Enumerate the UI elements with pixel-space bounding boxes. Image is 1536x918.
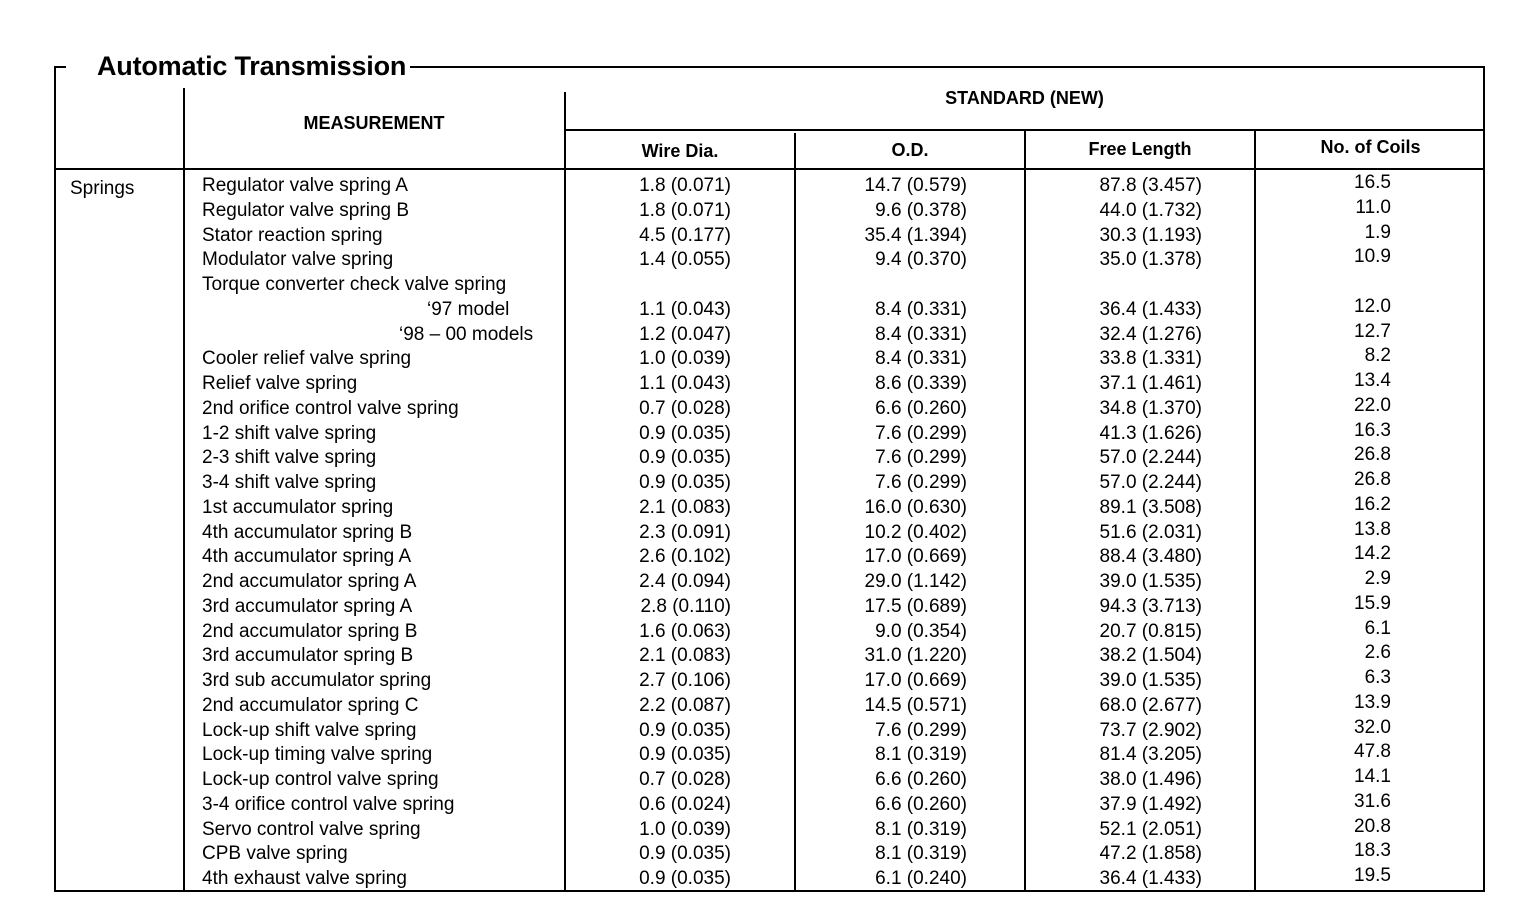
od-value: 7.6 (0.299) bbox=[875, 472, 967, 493]
od-value: 8.6 (0.339) bbox=[875, 373, 967, 394]
wire-dia-value: 0.9 (0.035) bbox=[639, 843, 731, 865]
wire-dia-value: 0.9 (0.035) bbox=[639, 472, 731, 493]
wire-dia-value: 2.2 (0.087) bbox=[639, 694, 731, 716]
od-value: 9.0 (0.354) bbox=[875, 620, 967, 642]
spring-name: 3rd sub accumulator spring bbox=[202, 670, 432, 691]
spring-name: CPB valve spring bbox=[202, 843, 348, 865]
spring-name: Torque converter check valve spring bbox=[202, 274, 507, 295]
free-length-value: 38.0 (1.496) bbox=[1099, 769, 1202, 790]
table-row bbox=[0, 592, 1536, 620]
wire-dia-value: 2.4 (0.094) bbox=[639, 571, 731, 592]
header-wire-dia: Wire Dia. bbox=[641, 141, 719, 161]
free-length-value: 57.0 (2.244) bbox=[1099, 447, 1202, 469]
table-row bbox=[0, 768, 1536, 793]
coils-value: 16.3 bbox=[1354, 419, 1391, 441]
spring-name: 2nd accumulator spring B bbox=[202, 620, 418, 642]
spring-name: Regulator valve spring B bbox=[202, 199, 409, 221]
spring-name: Relief valve spring bbox=[202, 373, 358, 394]
wire-dia-value: 2.8 (0.110) bbox=[640, 595, 731, 617]
table-row bbox=[0, 691, 1536, 719]
header-free-length: Free Length bbox=[1088, 139, 1192, 159]
coils-value: 16.2 bbox=[1354, 493, 1391, 515]
table-row bbox=[0, 394, 1536, 422]
coils-value: 13.8 bbox=[1354, 518, 1391, 540]
wire-dia-value: 2.3 (0.091) bbox=[639, 521, 731, 543]
coils-value: 31.6 bbox=[1354, 790, 1391, 812]
table-row bbox=[0, 493, 1536, 521]
coils-value: 14.1 bbox=[1354, 766, 1391, 787]
spring-name: 2nd orifice control valve spring bbox=[202, 397, 459, 419]
od-value: 17.0 (0.669) bbox=[864, 546, 967, 568]
coils-value: 8.2 bbox=[1364, 345, 1391, 367]
free-length-value: 51.6 (2.031) bbox=[1099, 521, 1202, 543]
spring-name: 3-4 shift valve spring bbox=[202, 472, 377, 493]
wire-dia-value: 1.8 (0.071) bbox=[639, 199, 731, 221]
coils-value: 13.9 bbox=[1354, 691, 1391, 713]
wire-dia-value: 0.7 (0.028) bbox=[639, 397, 731, 419]
header-bottom-line bbox=[54, 168, 1485, 170]
od-value: 6.6 (0.260) bbox=[875, 793, 967, 815]
coils-value: 2.6 bbox=[1364, 642, 1391, 664]
wire-dia-value: 2.1 (0.083) bbox=[639, 496, 731, 518]
table-row bbox=[0, 295, 1536, 323]
spring-name: 2nd accumulator spring C bbox=[202, 694, 419, 716]
free-length-value: 36.4 (1.433) bbox=[1099, 868, 1202, 889]
wire-dia-value: 1.1 (0.043) bbox=[639, 373, 731, 394]
od-value: 17.5 (0.689) bbox=[864, 595, 967, 617]
od-value: 8.1 (0.319) bbox=[875, 744, 967, 766]
free-length-value: 37.1 (1.461) bbox=[1099, 373, 1202, 394]
od-value: 7.6 (0.299) bbox=[875, 422, 967, 444]
spring-name: 3-4 orifice control valve spring bbox=[202, 793, 455, 815]
table-row bbox=[0, 570, 1536, 595]
spring-name: Cooler relief valve spring bbox=[202, 348, 412, 370]
coils-value: 12.0 bbox=[1354, 295, 1391, 317]
free-length-value: 88.4 (3.480) bbox=[1099, 546, 1202, 568]
coils-value: 13.4 bbox=[1354, 370, 1391, 391]
table-row bbox=[0, 842, 1536, 867]
od-value: 8.1 (0.319) bbox=[875, 818, 967, 840]
wire-dia-value: 4.5 (0.177) bbox=[639, 224, 731, 246]
spring-name: 3rd accumulator spring B bbox=[202, 645, 414, 667]
table-row bbox=[0, 471, 1536, 496]
od-value: 14.7 (0.579) bbox=[864, 175, 967, 196]
wire-dia-value: 0.9 (0.035) bbox=[639, 719, 731, 741]
spring-name: ‘98 – 00 models bbox=[399, 323, 534, 345]
wire-dia-value: 2.7 (0.106) bbox=[639, 670, 731, 691]
spring-name: 1-2 shift valve spring bbox=[202, 422, 377, 444]
wire-dia-value: 1.6 (0.063) bbox=[639, 620, 731, 642]
wire-dia-value: 0.9 (0.035) bbox=[639, 868, 731, 889]
coils-value: 20.8 bbox=[1354, 815, 1391, 837]
spring-name: 1st accumulator spring bbox=[202, 496, 394, 518]
wire-dia-value: 2.6 (0.102) bbox=[639, 546, 731, 568]
spring-name: Modulator valve spring bbox=[202, 249, 394, 271]
od-value: 9.6 (0.378) bbox=[875, 199, 967, 221]
header-od: O.D. bbox=[891, 140, 929, 160]
free-length-value: 34.8 (1.370) bbox=[1099, 397, 1202, 419]
od-value: 8.1 (0.319) bbox=[875, 843, 967, 865]
header-coils: No. of Coils bbox=[1320, 137, 1421, 157]
spring-name: Servo control valve spring bbox=[202, 818, 421, 840]
od-value: 7.6 (0.299) bbox=[875, 447, 967, 469]
wire-dia-value: 0.9 (0.035) bbox=[639, 447, 731, 469]
wire-dia-value: 0.6 (0.024) bbox=[639, 793, 731, 815]
free-length-value: 33.8 (1.331) bbox=[1099, 348, 1202, 370]
spring-name: 4th exhaust valve spring bbox=[202, 868, 407, 889]
wire-dia-value: 1.4 (0.055) bbox=[639, 249, 731, 271]
spring-name: 2-3 shift valve spring bbox=[202, 447, 377, 469]
category-label: Springs bbox=[70, 178, 135, 199]
wire-dia-value: 1.0 (0.039) bbox=[639, 818, 731, 840]
coils-value: 16.5 bbox=[1354, 172, 1391, 193]
coils-value: 2.9 bbox=[1364, 568, 1391, 589]
free-length-value: 81.4 (3.205) bbox=[1099, 744, 1202, 766]
coils-value: 18.3 bbox=[1354, 840, 1391, 862]
coils-value: 14.2 bbox=[1354, 543, 1391, 565]
od-value: 31.0 (1.220) bbox=[864, 645, 967, 667]
od-value: 7.6 (0.299) bbox=[875, 719, 967, 741]
table-row bbox=[0, 419, 1536, 447]
free-length-value: 39.0 (1.535) bbox=[1099, 670, 1202, 691]
free-length-value: 89.1 (3.508) bbox=[1099, 496, 1202, 518]
table-row bbox=[0, 273, 1536, 298]
coils-value: 22.0 bbox=[1354, 394, 1391, 416]
header-standard: STANDARD (NEW) bbox=[945, 88, 1104, 108]
free-length-value: 39.0 (1.535) bbox=[1099, 571, 1202, 592]
wire-dia-value: 1.2 (0.047) bbox=[639, 323, 731, 345]
od-value: 9.4 (0.370) bbox=[875, 249, 967, 271]
coils-value: 32.0 bbox=[1354, 716, 1391, 738]
free-length-value: 41.3 (1.626) bbox=[1099, 422, 1202, 444]
table-row bbox=[0, 644, 1536, 669]
spring-name: 2nd accumulator spring A bbox=[202, 571, 417, 592]
wire-dia-value: 2.1 (0.083) bbox=[639, 645, 731, 667]
title-gap bbox=[66, 60, 93, 72]
header-standard-underline bbox=[564, 129, 1485, 131]
od-value: 14.5 (0.571) bbox=[864, 694, 967, 716]
table-row bbox=[0, 174, 1536, 199]
free-length-value: 47.2 (1.858) bbox=[1099, 843, 1202, 865]
table-row bbox=[0, 248, 1536, 273]
od-value: 35.4 (1.394) bbox=[864, 224, 967, 246]
free-length-value: 37.9 (1.492) bbox=[1099, 793, 1202, 815]
spring-name: 3rd accumulator spring A bbox=[202, 595, 413, 617]
coils-value: 47.8 bbox=[1354, 741, 1391, 763]
spring-name: ‘97 model bbox=[427, 298, 510, 320]
table-row bbox=[0, 221, 1536, 249]
header-measurement: MEASUREMENT bbox=[303, 113, 445, 133]
od-value: 6.6 (0.260) bbox=[875, 397, 967, 419]
coils-value: 11.0 bbox=[1355, 196, 1391, 218]
coils-value: 10.9 bbox=[1354, 246, 1391, 268]
table-row bbox=[0, 743, 1536, 768]
wire-dia-value: 1.8 (0.071) bbox=[639, 175, 731, 196]
free-length-value: 32.4 (1.276) bbox=[1099, 323, 1202, 345]
table-row bbox=[0, 446, 1536, 471]
od-value: 17.0 (0.669) bbox=[864, 670, 967, 691]
free-length-value: 36.4 (1.433) bbox=[1099, 298, 1202, 320]
od-value: 16.0 (0.630) bbox=[864, 496, 967, 518]
od-value: 10.2 (0.402) bbox=[864, 521, 967, 543]
coils-value: 19.5 bbox=[1354, 865, 1391, 886]
od-value: 8.4 (0.331) bbox=[875, 323, 967, 345]
spring-name: Regulator valve spring A bbox=[202, 175, 408, 196]
wire-dia-value: 0.9 (0.035) bbox=[639, 422, 731, 444]
spring-name: 4th accumulator spring B bbox=[202, 521, 413, 543]
coils-value: 26.8 bbox=[1354, 469, 1391, 490]
table-row bbox=[0, 617, 1536, 645]
spring-name: 4th accumulator spring A bbox=[202, 546, 412, 568]
wire-dia-value: 1.1 (0.043) bbox=[639, 298, 731, 320]
spring-name: Lock-up shift valve spring bbox=[202, 719, 417, 741]
wire-dia-value: 0.9 (0.035) bbox=[639, 744, 731, 766]
free-length-value: 94.3 (3.713) bbox=[1099, 595, 1202, 617]
coils-value: 6.3 bbox=[1364, 667, 1391, 688]
table-row bbox=[0, 716, 1536, 744]
coils-value: 6.1 bbox=[1364, 617, 1391, 639]
table-row bbox=[0, 790, 1536, 818]
free-length-value: 35.0 (1.378) bbox=[1099, 249, 1202, 271]
spring-name: Lock-up timing valve spring bbox=[202, 744, 433, 766]
spring-name: Lock-up control valve spring bbox=[202, 769, 439, 790]
od-value: 8.4 (0.331) bbox=[875, 298, 967, 320]
page-title: Automatic Transmission bbox=[93, 48, 410, 84]
od-value: 29.0 (1.142) bbox=[864, 571, 967, 592]
free-length-value: 52.1 (2.051) bbox=[1099, 818, 1202, 840]
coils-value: 1.9 bbox=[1364, 221, 1391, 243]
od-value: 8.4 (0.331) bbox=[875, 348, 967, 370]
free-length-value: 20.7 (0.815) bbox=[1099, 620, 1202, 642]
free-length-value: 68.0 (2.677) bbox=[1099, 694, 1202, 716]
od-value: 6.1 (0.240) bbox=[875, 868, 967, 889]
table-row bbox=[0, 867, 1536, 892]
table-row bbox=[0, 545, 1536, 570]
wire-dia-value: 0.7 (0.028) bbox=[639, 769, 731, 790]
coils-value: 12.7 bbox=[1354, 320, 1391, 342]
free-length-value: 44.0 (1.732) bbox=[1099, 199, 1202, 221]
spring-name: Stator reaction spring bbox=[202, 224, 383, 246]
free-length-value: 87.8 (3.457) bbox=[1099, 175, 1202, 196]
table-row bbox=[0, 320, 1536, 348]
free-length-value: 38.2 (1.504) bbox=[1099, 645, 1202, 667]
table-row bbox=[0, 815, 1536, 843]
wire-dia-value: 1.0 (0.039) bbox=[639, 348, 731, 370]
table-row bbox=[0, 518, 1536, 546]
free-length-value: 73.7 (2.902) bbox=[1099, 719, 1202, 741]
od-value: 6.6 (0.260) bbox=[875, 769, 967, 790]
coils-value: 15.9 bbox=[1354, 592, 1391, 614]
coils-value: 26.8 bbox=[1354, 444, 1391, 466]
free-length-value: 57.0 (2.244) bbox=[1099, 472, 1202, 493]
table-row bbox=[0, 372, 1536, 397]
table-row bbox=[0, 196, 1536, 224]
table-row bbox=[0, 347, 1536, 372]
free-length-value: 30.3 (1.193) bbox=[1099, 224, 1202, 246]
table-row bbox=[0, 669, 1536, 694]
